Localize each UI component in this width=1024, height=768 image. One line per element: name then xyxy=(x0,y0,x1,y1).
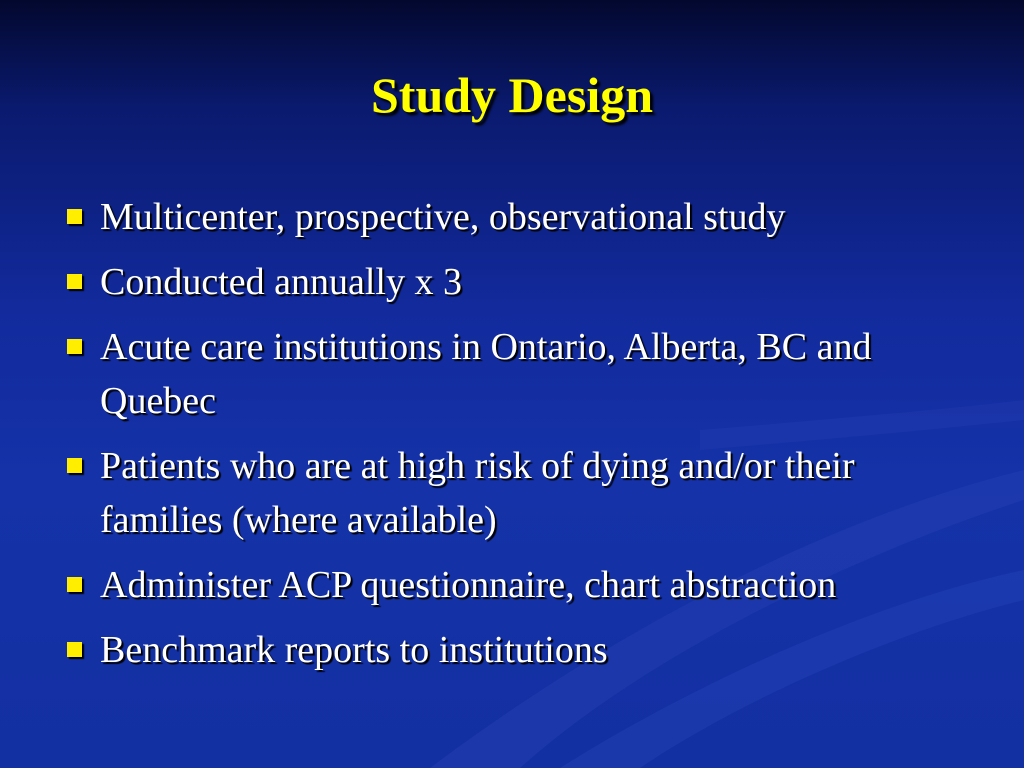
square-bullet-icon xyxy=(67,274,82,289)
slide-title: Study Design xyxy=(370,67,654,123)
bullet-text: Multicenter, prospective, observational study xyxy=(100,196,786,238)
square-bullet-icon xyxy=(67,642,82,657)
square-bullet-icon xyxy=(67,209,82,224)
bullet-text: Patients who are at high risk of dying and/or their families (where available) xyxy=(100,445,855,541)
bullet-item xyxy=(62,320,982,428)
bullet-text: Acute care institutions in Ontario, Alberta, BC and Quebec xyxy=(100,326,872,422)
bullet-list xyxy=(62,190,982,688)
bullet-text: Administer ACP questionnaire, chart abstraction xyxy=(100,564,837,606)
square-bullet-icon xyxy=(67,339,82,354)
bullet-text: Conducted annually x 3 xyxy=(100,261,462,303)
bullet-text: Benchmark reports to institutions xyxy=(100,629,608,671)
bullet-item xyxy=(62,255,982,309)
square-bullet-icon xyxy=(67,577,82,592)
bullet-item xyxy=(62,439,982,547)
bullet-item xyxy=(62,558,982,612)
square-bullet-icon xyxy=(67,458,82,473)
bullet-item xyxy=(62,190,982,244)
bullet-item xyxy=(62,623,982,677)
